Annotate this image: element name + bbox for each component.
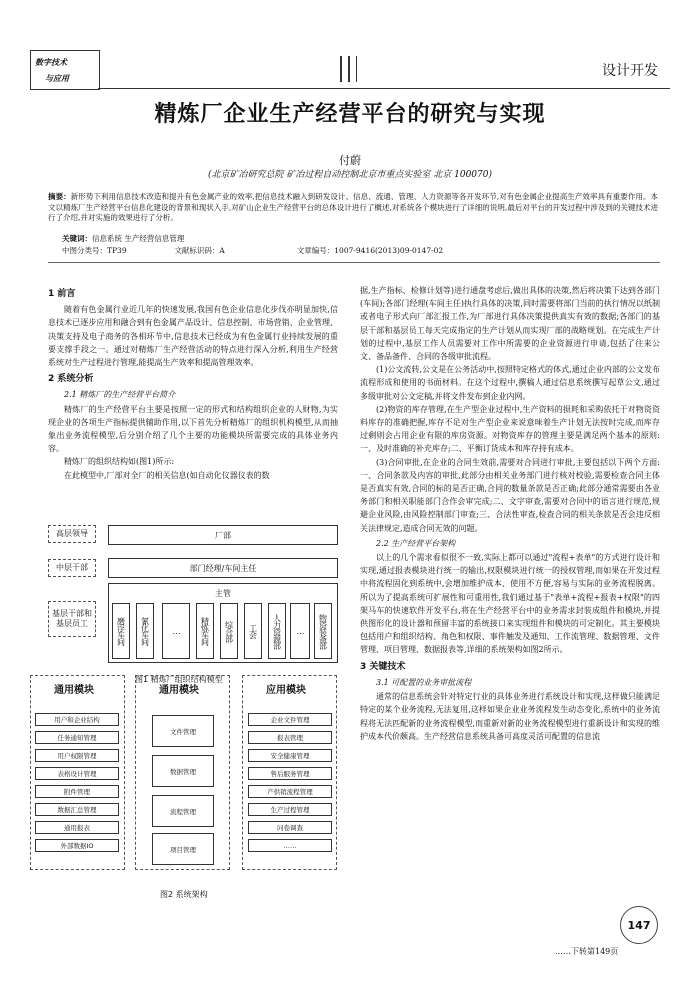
module-item: 任务通知管理 — [35, 731, 119, 744]
module-item: 附件管理 — [35, 785, 119, 798]
org-unit: 精炼车间 — [196, 603, 214, 659]
figure-1-caption: 图1 精炼厂组织结构模型 — [135, 675, 223, 684]
para-decision: 据,生产指标、检修计划等)进行通盘考虑后,做出具体的决策,然后将决策下达到各部门(车间);各部门经理(车间主任)执行具体的决策,同时需要将部门当前的执行情况以纸制或者电子形式向厂部汇报工作,为厂部进行具体决策提供真实有效的数据;各部门的基层干部和基层员工每天完成指定的生产计划从而实现厂部的战略规划。在完成生产计划的过程中,基层工作人员需要对工作中所需要的企业资源进行申请,包括了往来公文、备品备件、合同的各级审批流程。 — [360, 286, 660, 362]
journal-name-line1: 数字技术 — [35, 57, 67, 67]
org-unit: … — [290, 603, 310, 659]
left-column — [48, 284, 338, 482]
org-unit: 综合部 — [220, 603, 238, 659]
author: 付蔚 — [339, 154, 361, 167]
org-level-label: 中层干部 — [48, 559, 96, 577]
figure-1-org-chart — [48, 525, 340, 670]
keywords — [62, 233, 184, 244]
paper-title: 精炼厂企业生产经营平台的研究与实现 — [154, 101, 546, 127]
para-contract: (3)合同审批,在企业的合同生效前,需要对合同进行审批,主要包括以下两个方面:一、合同条款及内容的审批,此部分由相关业务部门进行核对校验,需要检查合同主体是否真实有效,合同的标的是否正确,合同的数量条款是否正确;此部分通常需要由各业务部门和相关职能部门合作会审完成;二、文字审查,需要对合同中的语言进行规范,规避企业风险,由风险控制部门审查;三、合法性审查,检查合同的相关条款是否会违反相关法律规定,造成合同无效的问题。 — [360, 457, 660, 533]
heading-system-analysis: 2 系统分析 — [48, 374, 94, 385]
keywords-label: 关键词： — [62, 234, 92, 243]
abstract-label: 摘要： — [48, 192, 71, 201]
module-item: 表格设计管理 — [35, 767, 119, 780]
keywords-text: 信息系统 生产经营信息管理 — [92, 234, 185, 243]
module-group-title: 通用模块 — [54, 685, 94, 696]
abstract-divider — [48, 262, 660, 263]
journal-logo — [30, 50, 100, 90]
affiliation: (北京矿冶研究总院 矿冶过程自动控制北京市重点实验室 北京 100070) — [208, 170, 492, 180]
module-item: …… — [248, 839, 332, 852]
para-document-flow: (1)公文流转,公文是在公务活动中,按照特定格式的体式,通过企业内部的公文发布流程形成和使用的书面材料。在这个过程中,撰稿人通过信息系统撰写起草公文,通过多级审批对公文定稿,并将文件发布到企业内网。 — [360, 365, 660, 401]
module-item: 问卷调查 — [248, 821, 332, 834]
org-unit: 人力资源部 — [268, 603, 286, 659]
journal-name-line2: 与应用 — [45, 73, 69, 83]
module-item: 用户权限管理 — [35, 749, 119, 762]
org-level-label: 高层领导 — [48, 525, 96, 543]
para-platform-intro: 精炼厂的生产经营平台主要是按照一定的形式和结构组织企业的人财物,为实现企业的各项生产指标提供辅助作用,以下首先分析精炼厂的组织机构模型,从而抽象出业务流程模型,后分别介绍了几个主要的功能模块所需要完成的具体业务内容。 — [48, 404, 338, 454]
module-item: 项目管理 — [152, 833, 214, 865]
heading-2-1: 2.1 精炼厂的生产经营平台简介 — [64, 390, 176, 400]
para-inventory: (2)物资的库存管理,在生产型企业过程中,生产资料的损耗和采购依托于对物资资料库存的准确把握,库存不足对生产型企业来说意味着生产计划无法按时完成,而库存过剩则会占用企业有限的库房资源。对物资库存的管理主要是满足两个基本的原则:一、及时准确的补充库存;二、平衡订货成本和库存持有成本。 — [360, 404, 660, 454]
classification-line — [62, 245, 662, 256]
module-group-title: 通用模块 — [159, 685, 199, 696]
org-level-label: 基层干部和基层员工 — [48, 601, 96, 637]
heading-key-tech: 3 关键技术 — [360, 661, 406, 672]
org-unit: 工会 — [244, 603, 262, 659]
module-item: 数据汇总管理 — [35, 803, 119, 816]
module-item: 安全健康管理 — [248, 749, 332, 762]
module-item: 用户和企业结构 — [35, 713, 119, 726]
abstract — [48, 192, 658, 224]
header-rule — [98, 88, 670, 89]
module-item: 报表管理 — [248, 731, 332, 744]
continued-note: ……下转第149页 — [555, 947, 619, 956]
org-unit: 氰化车间 — [136, 603, 154, 659]
para-introduction: 随着有色金属行业近几年的快速发展,我国有色企业信息化步伐亦明显加快,信息技术已逐步应用和融合到有色金属产品设计、信息控制、市场营销、企业管理、决策支持及电子商务的各相环节中,信息技术已经成为有色金属行业持续发展的重要支撑手段之一。通过对精炼厂生产经营活动的特点进行深入分析,利用生产经营系统对生产过程进行管理,能提高生产效率和提高管理效率。 — [48, 305, 338, 368]
heading-2-2: 2.2 生产经营平台架构 — [376, 538, 456, 548]
module-item: 通用报表 — [35, 821, 119, 834]
clc-number: 中图分类号：TP39 — [62, 246, 127, 255]
page-number-badge — [620, 906, 658, 944]
abstract-text: 新形势下利用信息技术改造和提升有色金属产业的效率,把信息技术融入到研发设计、信息、流通、管理、人力资源等各开发环节,对有色金属企业提高生产效率具有重要作用。本文以精炼厂生产经营平台信息化建设的背景和现状入手,对矿山企业生产经营平台的总体设计进行了概述,对系统各个模块进行了详细的说明,最后对平台的开发过程中涉及到的关键技术进行了介绍,并对实施的效果进行了分析。 — [48, 192, 659, 222]
document-code: 文献标识码：A — [174, 246, 225, 255]
module-group-title: 应用模块 — [266, 685, 306, 696]
para-model: 在此模型中,厂部对全厂的相关信息(如自动化仪器仪表的数 — [64, 470, 270, 480]
article-number: 文章编号：1007-9416(2013)09-0147-02 — [296, 246, 444, 255]
org-node-factory: 厂部 — [108, 525, 338, 545]
module-item: 文件管理 — [152, 715, 214, 747]
module-item: 外部数据IO — [35, 839, 119, 852]
module-item: 售后服务管理 — [248, 767, 332, 780]
page-number: 147 — [627, 918, 651, 932]
org-node-manager: 主管 — [108, 583, 338, 663]
para-fig1-ref: 精炼厂的组织结构如(图1)所示: — [64, 457, 175, 467]
heading-introduction: 1 前言 — [48, 289, 76, 299]
module-item: 流程管理 — [152, 795, 214, 827]
module-item: 生产过程管理 — [248, 803, 332, 816]
section-title: 设计开发 — [602, 63, 658, 79]
module-item: 企业文件管理 — [248, 713, 332, 726]
org-unit: 物资装备部 — [314, 603, 332, 659]
para-workflow: 通常的信息系统会针对特定行业的具体业务进行系统设计和实现,这样做只能满足特定的某个业务流程,无法复用,这样如果企业业务流程发生动态变化,系统中的业务流程将无法匹配新的业务流程模型,而重新对新的业务流程模型进行重新设计和实现的维护成本代价颇高。生产经营信息系统具备可高度灵活可配置的信息流 — [360, 692, 660, 741]
org-node-middle: 部门经理/车间主任 — [108, 558, 338, 578]
org-unit: 磨浮车间 — [112, 603, 130, 659]
module-item: 产供销流程管理 — [248, 785, 332, 798]
para-architecture: 以上的几个需求看似很不一致,实际上都可以通过"流程+表单"的方式进行设计和实现,通过报表模块进行统一的输出,权限模块进行统一的授权管理,而如果在开发过程中将流程固化到系统中,会增加维护成本、使用不方便,容易与实际的业务流程脱离。所以为了提高系统可扩展性和可重用性,我们通过基于"表单+流程+报表+权限"的四架马车的快速软件开发平台,将在生产经营平台中的业务需求封装成组件和模块,并提供图形化的设计器和预留丰富的系统接口来实现组件和模块的可定制化。其主要模块包括用户和组织结构、角色和权限、事件触发及通知、工作流管理、数据管理、文件管理、项目管理、数据报表等,详细的系统架构如图2所示。 — [360, 553, 660, 655]
figure-2-caption: 图2 系统架构 — [160, 890, 208, 899]
right-column — [360, 284, 660, 743]
org-unit: … — [162, 603, 190, 659]
figure-2-architecture — [30, 675, 340, 885]
module-item: 数据管理 — [152, 755, 214, 787]
heading-3-1: 3.1 可配置的业务审批流程 — [376, 677, 472, 687]
